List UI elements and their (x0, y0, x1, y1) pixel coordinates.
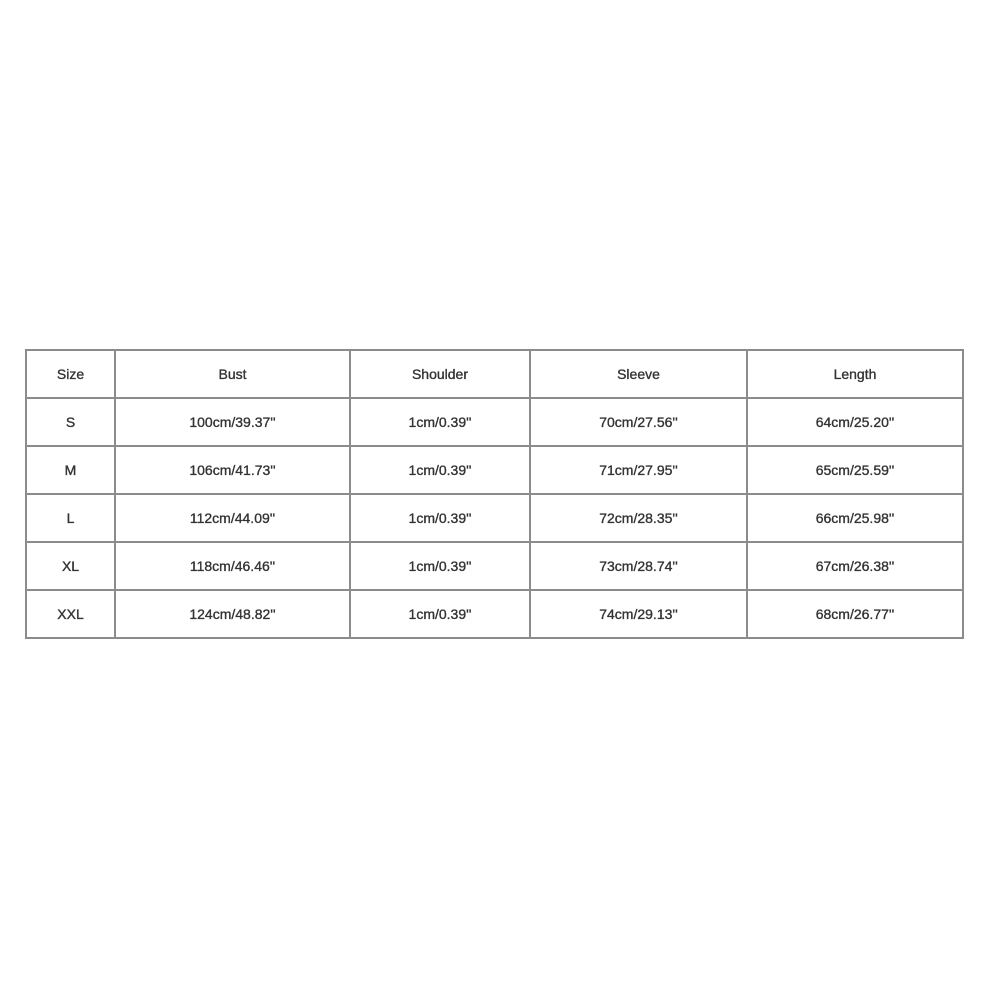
table-header-row (26, 350, 963, 398)
cell-length: 66cm/25.98'' (747, 494, 963, 542)
cell-sleeve: 73cm/28.74'' (530, 542, 747, 590)
header-length: Length (747, 350, 963, 398)
cell-length: 67cm/26.38'' (747, 542, 963, 590)
table-row (26, 590, 963, 638)
cell-size: S (26, 398, 115, 446)
cell-length: 65cm/25.59'' (747, 446, 963, 494)
table-row (26, 398, 963, 446)
header-shoulder: Shoulder (350, 350, 530, 398)
header-bust: Bust (115, 350, 350, 398)
cell-shoulder: 1cm/0.39'' (350, 446, 530, 494)
cell-sleeve: 74cm/29.13'' (530, 590, 747, 638)
cell-bust: 118cm/46.46'' (115, 542, 350, 590)
cell-sleeve: 71cm/27.95'' (530, 446, 747, 494)
cell-bust: 106cm/41.73'' (115, 446, 350, 494)
cell-bust: 112cm/44.09'' (115, 494, 350, 542)
cell-bust: 100cm/39.37'' (115, 398, 350, 446)
table-row (26, 446, 963, 494)
cell-size: L (26, 494, 115, 542)
table-row (26, 542, 963, 590)
cell-shoulder: 1cm/0.39'' (350, 494, 530, 542)
cell-size: M (26, 446, 115, 494)
cell-sleeve: 72cm/28.35'' (530, 494, 747, 542)
header-size: Size (26, 350, 115, 398)
cell-length: 68cm/26.77'' (747, 590, 963, 638)
cell-size: XXL (26, 590, 115, 638)
cell-size: XL (26, 542, 115, 590)
table-row (26, 494, 963, 542)
cell-shoulder: 1cm/0.39'' (350, 398, 530, 446)
size-chart-table (25, 349, 964, 639)
cell-sleeve: 70cm/27.56'' (530, 398, 747, 446)
cell-shoulder: 1cm/0.39'' (350, 542, 530, 590)
header-sleeve: Sleeve (530, 350, 747, 398)
cell-shoulder: 1cm/0.39'' (350, 590, 530, 638)
cell-bust: 124cm/48.82'' (115, 590, 350, 638)
cell-length: 64cm/25.20'' (747, 398, 963, 446)
